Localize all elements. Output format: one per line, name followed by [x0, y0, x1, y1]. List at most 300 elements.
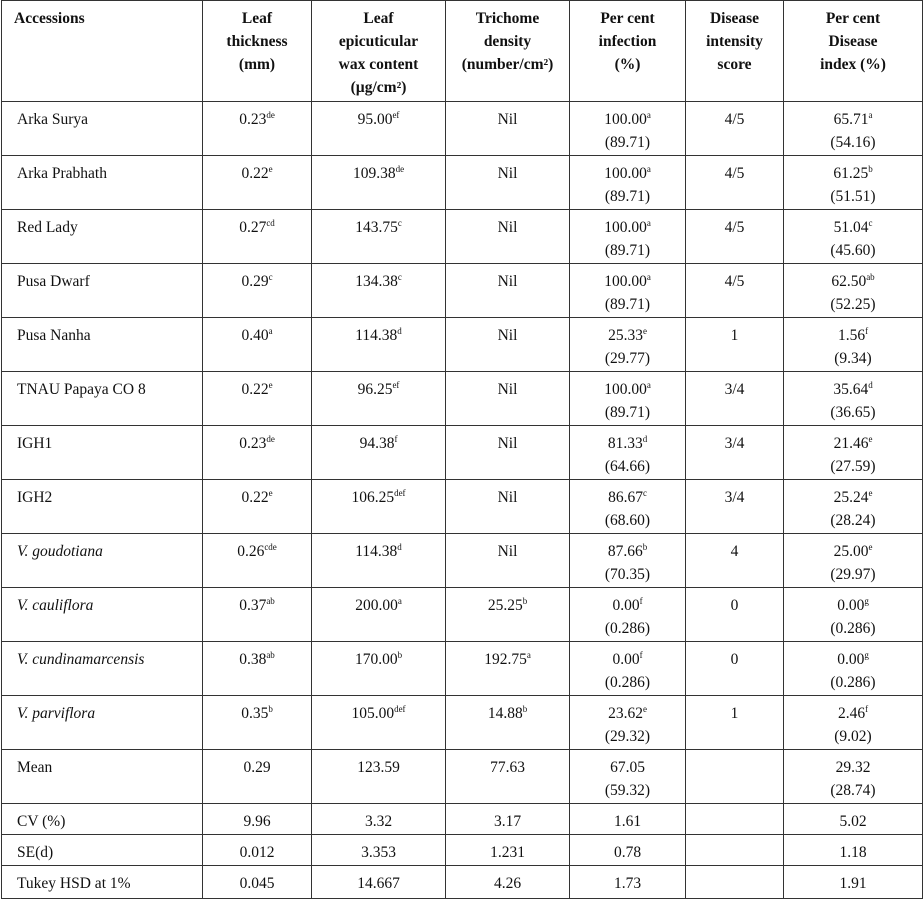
header-line: (%)	[614, 56, 641, 73]
cell-value: 25.33	[608, 327, 643, 344]
accession-name: Arka Prabhath	[2, 156, 203, 210]
disease-score-cell: 4	[686, 534, 784, 588]
cell-value: 0.37	[239, 597, 267, 614]
table-body	[2, 102, 923, 899]
summary-wax-cell: 3.32	[312, 804, 446, 835]
cell-value: Nil	[497, 435, 518, 452]
significance-letter: ab	[266, 596, 275, 606]
table-row	[2, 642, 923, 696]
cell-value: 0.00	[837, 651, 865, 668]
per-cent-infection-cell	[570, 642, 686, 696]
disease-index-cell	[784, 534, 923, 588]
header-row	[2, 1, 923, 102]
summary-label: CV (%)	[2, 804, 203, 835]
transformed-value: (27.59)	[830, 458, 876, 475]
trichome-density-cell	[446, 696, 570, 750]
per-cent-infection-cell	[570, 264, 686, 318]
header-line: (mm)	[238, 56, 276, 73]
significance-letter: c	[397, 272, 402, 282]
cell-value-line	[318, 702, 439, 725]
cell-value-line	[790, 432, 916, 455]
accession-name: V. parviflora	[2, 696, 203, 750]
transformed-value: (54.16)	[830, 134, 876, 151]
cell-value-line	[209, 540, 305, 563]
cell-value-line	[452, 648, 563, 671]
cell-value: 61.25	[833, 165, 869, 182]
transformed-value: (29.32)	[604, 728, 651, 745]
cell-value: Nil	[497, 381, 518, 398]
header-line: Disease	[709, 10, 760, 27]
header-line: Leaf	[241, 10, 273, 27]
significance-letter: c	[868, 218, 873, 228]
significance-letter: f	[639, 650, 643, 660]
significance-letter: b	[522, 704, 528, 714]
transformed-value: (64.66)	[604, 458, 651, 475]
cell-value: 0.23	[239, 111, 267, 128]
cell-value: 14.88	[487, 705, 523, 722]
summary-infection-cell	[570, 750, 686, 804]
cell-value-line	[452, 162, 563, 185]
transformed-value: (9.02)	[834, 728, 872, 745]
cell-value-line	[318, 486, 439, 509]
cell-value-line	[209, 432, 305, 455]
cell-value-line	[576, 432, 679, 455]
cell-value-line	[576, 108, 679, 131]
cell-value: Nil	[497, 111, 518, 128]
cell-value-line	[318, 108, 439, 131]
trichome-density-cell	[446, 156, 570, 210]
summary-score-cell	[686, 835, 784, 866]
transformed-value: (89.71)	[604, 404, 651, 421]
wax-content-cell	[312, 480, 446, 534]
cell-value-line	[576, 270, 679, 293]
header-wax-content	[312, 1, 446, 102]
cell-value-line	[576, 486, 679, 509]
summary-infection-cell	[570, 804, 686, 835]
cell-value: 0.26	[237, 543, 265, 560]
table-row	[2, 588, 923, 642]
header-disease-index	[784, 1, 923, 102]
summary-trichome-cell: 1.231	[446, 835, 570, 866]
summary-trichome-cell: 4.26	[446, 866, 570, 899]
significance-letter: e	[868, 434, 873, 444]
transformed-value: (29.77)	[604, 350, 651, 367]
cell-value-line	[318, 540, 439, 563]
significance-letter: a	[646, 272, 651, 282]
wax-content-cell	[312, 426, 446, 480]
header-trichome-density	[446, 1, 570, 102]
significance-letter: f	[865, 326, 869, 336]
table-row	[2, 210, 923, 264]
cell-value: 0.22	[241, 165, 269, 182]
summary-thickness-cell: 0.045	[203, 866, 312, 899]
leaf-thickness-cell	[203, 696, 312, 750]
cell-value-line	[318, 162, 439, 185]
significance-letter: e	[268, 488, 273, 498]
cell-value: 106.25	[351, 489, 395, 506]
cell-value: 35.64	[833, 381, 869, 398]
disease-index-cell	[784, 642, 923, 696]
summary-value: 67.05	[610, 759, 645, 776]
transformed-value: (29.97)	[830, 566, 876, 583]
transformed-value: (45.60)	[830, 242, 876, 259]
cell-value-line	[209, 594, 305, 617]
significance-letter: de	[266, 434, 275, 444]
cell-value: 170.00	[354, 651, 398, 668]
cell-value: 100.00	[604, 273, 647, 290]
trichome-density-cell	[446, 588, 570, 642]
cell-value: 0.22	[241, 489, 269, 506]
cell-value: 100.00	[604, 111, 647, 128]
cell-value: 94.38	[359, 435, 395, 452]
table-row	[2, 696, 923, 750]
summary-index-cell	[784, 750, 923, 804]
wax-content-cell	[312, 696, 446, 750]
cell-value-line	[576, 216, 679, 239]
summary-score-cell	[686, 804, 784, 835]
leaf-thickness-cell	[203, 426, 312, 480]
summary-index-cell	[784, 804, 923, 835]
summary-label: Tukey HSD at 1%	[2, 866, 203, 899]
cell-value-line	[790, 378, 916, 401]
wax-content-cell	[312, 588, 446, 642]
table-row	[2, 318, 923, 372]
significance-letter: de	[266, 110, 275, 120]
summary-wax-cell: 14.667	[312, 866, 446, 899]
cell-value-line	[318, 594, 439, 617]
cell-value: 114.38	[355, 543, 398, 560]
header-line: Disease	[828, 33, 878, 50]
significance-letter: d	[868, 380, 873, 390]
header-line: thickness	[226, 33, 288, 50]
cell-value-line	[209, 324, 305, 347]
header-line: index (%)	[820, 56, 886, 73]
cell-value: 0.22	[241, 381, 269, 398]
cell-value: 96.25	[357, 381, 393, 398]
cell-value: 100.00	[604, 165, 647, 182]
accession-name: V. cundinamarcensis	[2, 642, 203, 696]
disease-index-cell	[784, 372, 923, 426]
leaf-thickness-cell	[203, 210, 312, 264]
table-row	[2, 480, 923, 534]
cell-value: 51.04	[833, 219, 869, 236]
per-cent-infection-cell	[570, 480, 686, 534]
cell-value: 0.27	[239, 219, 267, 236]
disease-index-cell	[784, 588, 923, 642]
cell-value: 100.00	[604, 381, 647, 398]
cell-value: 200.00	[355, 597, 398, 614]
disease-index-cell	[784, 264, 923, 318]
cell-value: 0.00	[837, 597, 865, 614]
significance-letter: d	[642, 434, 648, 444]
significance-letter: e	[868, 542, 873, 552]
disease-score-cell: 4/5	[686, 210, 784, 264]
table-row	[2, 426, 923, 480]
transformed-value: (36.65)	[830, 404, 876, 421]
cell-value: 65.71	[833, 111, 869, 128]
summary-value: 1.18	[839, 844, 867, 861]
cell-value-line	[318, 216, 439, 239]
significance-letter: e	[642, 704, 647, 714]
transformed-value: (51.51)	[830, 188, 876, 205]
summary-label: Mean	[2, 750, 203, 804]
cell-value: 109.38	[352, 165, 396, 182]
significance-letter: ab	[866, 272, 875, 282]
summary-value: 1.73	[613, 875, 642, 892]
summary-value: 5.02	[839, 813, 867, 830]
cell-value: 1.56	[837, 327, 866, 344]
significance-letter: a	[646, 218, 651, 228]
cell-value: 143.75	[355, 219, 398, 236]
per-cent-infection-cell	[570, 588, 686, 642]
header-line: Per cent	[600, 10, 655, 27]
disease-score-cell: 0	[686, 642, 784, 696]
per-cent-infection-cell	[570, 696, 686, 750]
summary-label: SE(d)	[2, 835, 203, 866]
cell-value-line	[790, 108, 916, 131]
disease-index-cell	[784, 318, 923, 372]
cell-value: 114.38	[355, 327, 398, 344]
significance-letter: ab	[266, 650, 275, 660]
header-line: Leaf	[363, 10, 394, 27]
wax-content-cell	[312, 318, 446, 372]
transformed-value: (28.24)	[830, 512, 876, 529]
summary-thickness-cell: 9.96	[203, 804, 312, 835]
trichome-density-cell	[446, 480, 570, 534]
cell-value-line	[452, 486, 563, 509]
trichome-density-cell	[446, 534, 570, 588]
significance-letter: f	[865, 704, 869, 714]
accession-name: Pusa Nanha	[2, 318, 203, 372]
accession-name: IGH1	[2, 426, 203, 480]
disease-score-cell: 4/5	[686, 264, 784, 318]
significance-letter: c	[397, 218, 402, 228]
significance-letter: de	[395, 164, 405, 174]
cell-value: 25.00	[833, 543, 869, 560]
cell-value-line	[576, 540, 679, 563]
header-line: density	[483, 33, 532, 50]
trichome-density-cell	[446, 264, 570, 318]
cell-value-line	[452, 432, 563, 455]
cell-value-line	[790, 540, 916, 563]
header-line: (number/cm²)	[461, 56, 554, 73]
disease-score-cell: 1	[686, 318, 784, 372]
cell-value: 0.23	[239, 435, 267, 452]
disease-score-cell: 3/4	[686, 426, 784, 480]
results-table	[1, 0, 923, 899]
significance-letter: b	[642, 542, 648, 552]
cell-value-line	[209, 648, 305, 671]
cell-value-line	[790, 270, 916, 293]
cell-value-line	[452, 216, 563, 239]
per-cent-infection-cell	[570, 318, 686, 372]
trichome-density-cell	[446, 642, 570, 696]
cell-value: 62.50	[831, 273, 867, 290]
cell-value-line	[576, 378, 679, 401]
summary-row	[2, 866, 923, 899]
disease-index-cell	[784, 102, 923, 156]
significance-letter: ef	[392, 380, 400, 390]
significance-letter: b	[868, 164, 873, 174]
cell-value-line	[452, 108, 563, 131]
cell-value: 0.40	[241, 327, 269, 344]
significance-letter: a	[268, 326, 273, 336]
cell-value-line	[209, 162, 305, 185]
cell-value: 25.25	[487, 597, 523, 614]
summary-trichome-cell: 77.63	[446, 750, 570, 804]
cell-value-line	[790, 702, 916, 725]
cell-value: 134.38	[355, 273, 398, 290]
leaf-thickness-cell	[203, 102, 312, 156]
significance-letter: b	[522, 596, 528, 606]
table-row	[2, 372, 923, 426]
cell-value: 0.29	[241, 273, 269, 290]
disease-score-cell: 4/5	[686, 102, 784, 156]
cell-value: 100.00	[604, 219, 647, 236]
significance-letter: a	[397, 596, 402, 606]
per-cent-infection-cell	[570, 426, 686, 480]
cell-value-line	[790, 162, 916, 185]
leaf-thickness-cell	[203, 534, 312, 588]
cell-value-line	[452, 378, 563, 401]
wax-content-cell	[312, 210, 446, 264]
cell-value: 192.75	[484, 651, 527, 668]
per-cent-infection-cell	[570, 534, 686, 588]
trichome-density-cell	[446, 372, 570, 426]
cell-value-line	[576, 162, 679, 185]
cell-value-line	[452, 540, 563, 563]
accession-name: IGH2	[2, 480, 203, 534]
disease-score-cell: 0	[686, 588, 784, 642]
trichome-density-cell	[446, 426, 570, 480]
cell-value: 25.24	[833, 489, 869, 506]
header-line: score	[717, 56, 752, 73]
significance-letter: e	[268, 380, 273, 390]
header-line: (µg/cm²)	[350, 79, 407, 96]
leaf-thickness-cell	[203, 588, 312, 642]
cell-value-line	[790, 486, 916, 509]
summary-value: 0.78	[613, 844, 642, 861]
cell-value-line	[790, 216, 916, 239]
significance-letter: a	[868, 110, 873, 120]
cell-value: Nil	[497, 219, 518, 236]
cell-value-line	[576, 594, 679, 617]
significance-letter: e	[268, 164, 273, 174]
header-per-cent-infection	[570, 1, 686, 102]
disease-index-cell	[784, 696, 923, 750]
cell-value-line	[209, 378, 305, 401]
header-line: epicuticular	[338, 33, 419, 50]
header-line: wax content	[338, 56, 419, 73]
transformed-value: (89.71)	[604, 134, 651, 151]
cell-value-line	[576, 648, 679, 671]
cell-value-line	[318, 324, 439, 347]
wax-content-cell	[312, 156, 446, 210]
trichome-density-cell	[446, 102, 570, 156]
leaf-thickness-cell	[203, 642, 312, 696]
accession-name: V. goudotiana	[2, 534, 203, 588]
cell-value: Nil	[497, 273, 518, 290]
significance-letter: f	[639, 596, 643, 606]
significance-letter: ef	[392, 110, 400, 120]
cell-value: 105.00	[351, 705, 395, 722]
summary-transformed-value: (28.74)	[830, 782, 876, 799]
cell-value-line	[318, 432, 439, 455]
cell-value-line	[209, 108, 305, 131]
significance-letter: b	[268, 704, 273, 714]
per-cent-infection-cell	[570, 156, 686, 210]
cell-value-line	[209, 270, 305, 293]
summary-score-cell	[686, 866, 784, 899]
significance-letter: d	[397, 542, 402, 552]
header-line: intensity	[706, 33, 763, 50]
cell-value-line	[452, 702, 563, 725]
significance-letter: def	[394, 704, 406, 714]
disease-score-cell: 3/4	[686, 372, 784, 426]
cell-value: 81.33	[607, 435, 643, 452]
summary-infection-cell	[570, 835, 686, 866]
accession-name: V. cauliflora	[2, 588, 203, 642]
disease-index-cell	[784, 426, 923, 480]
significance-letter: cd	[266, 218, 275, 228]
significance-letter: cde	[264, 542, 277, 552]
accession-name: Pusa Dwarf	[2, 264, 203, 318]
cell-value-line	[790, 648, 916, 671]
cell-value: 95.00	[357, 111, 393, 128]
header-disease-intensity	[686, 1, 784, 102]
significance-letter: c	[642, 488, 647, 498]
leaf-thickness-cell	[203, 372, 312, 426]
cell-value-line	[452, 324, 563, 347]
cell-value-line	[790, 594, 916, 617]
leaf-thickness-cell	[203, 318, 312, 372]
accession-name: Arka Surya	[2, 102, 203, 156]
transformed-value: (52.25)	[830, 296, 876, 313]
significance-letter: a	[646, 380, 651, 390]
disease-index-cell	[784, 480, 923, 534]
transformed-value: (0.286)	[604, 620, 651, 637]
disease-index-cell	[784, 210, 923, 264]
wax-content-cell	[312, 642, 446, 696]
cell-value-line	[576, 702, 679, 725]
wax-content-cell	[312, 534, 446, 588]
cell-value-line	[576, 324, 679, 347]
summary-value: 29.32	[835, 759, 871, 776]
disease-score-cell: 3/4	[686, 480, 784, 534]
cell-value-line	[452, 270, 563, 293]
wax-content-cell	[312, 102, 446, 156]
cell-value: 0.00	[612, 597, 640, 614]
summary-trichome-cell: 3.17	[446, 804, 570, 835]
transformed-value: (0.286)	[830, 674, 876, 691]
transformed-value: (0.286)	[830, 620, 876, 637]
summary-value: 1.91	[839, 875, 867, 892]
cell-value: 21.46	[833, 435, 869, 452]
significance-letter: a	[526, 650, 531, 660]
summary-thickness-cell: 0.29	[203, 750, 312, 804]
leaf-thickness-cell	[203, 264, 312, 318]
significance-letter: f	[394, 434, 398, 444]
cell-value-line	[790, 324, 916, 347]
summary-row	[2, 804, 923, 835]
header-line: Per cent	[825, 10, 881, 27]
cell-value: Nil	[497, 327, 518, 344]
cell-value: 2.46	[837, 705, 866, 722]
accession-name: Red Lady	[2, 210, 203, 264]
significance-letter: d	[397, 326, 402, 336]
significance-letter: e	[642, 326, 647, 336]
per-cent-infection-cell	[570, 372, 686, 426]
